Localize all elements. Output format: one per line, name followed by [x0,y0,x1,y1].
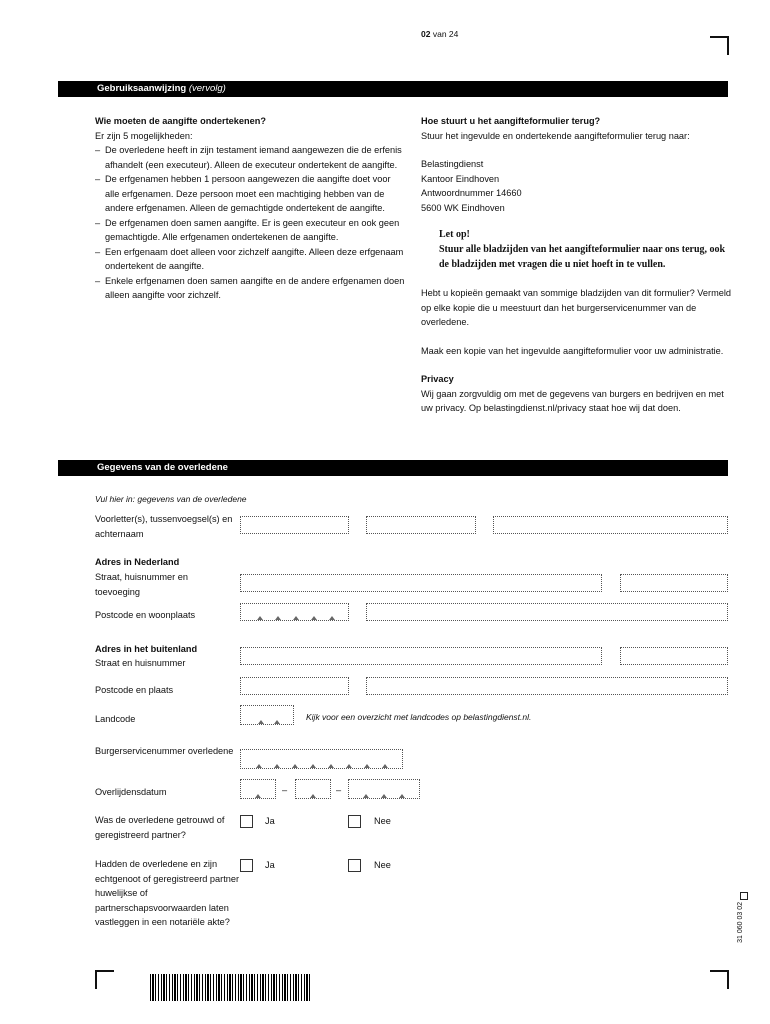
prenup-question: Hadden de overledene en zijn echtgenoot of geregistreerd partner huwelijkse of partnerschapsvoorwaarden laten vastleggen in een notariële akte? [95,859,240,927]
copy-admin-text: Maak een kopie van het ingevulde aangifteformulier voor uw administratie. [421,345,724,356]
corner-mark-bottom-left [95,970,114,989]
nl-postcode-label: Postcode en woonplaats [95,610,196,620]
abroad-housenumber-input[interactable] [620,647,728,665]
barcode [150,974,312,1001]
return-instructions [421,114,731,416]
form-instruction: Vul hier in: gegevens van de overledene [95,494,247,504]
address-line: Antwoordnummer 14660 [421,188,522,198]
name-label: Voorletter(s), tussenvoegsel(s) en achternaam [95,514,233,539]
abroad-postcode-label: Postcode en plaats [95,685,174,695]
letop-title: Let op! [439,229,470,240]
abroad-postcode-input[interactable] [240,677,349,695]
country-note: Kijk voor een overzicht met landcodes op belastingdienst.nl. [306,712,532,722]
left-heading: Wie moeten de aangifte ondertekenen? [95,116,266,126]
death-date-label: Overlijdensdatum [95,787,167,797]
married-question: Was de overledene getrouwd of geregistreerd partner? [95,815,225,840]
nl-postcode-input[interactable] [240,603,349,621]
page-number: 02 van 24 [421,29,459,39]
address-line: 5600 WK Eindhoven [421,202,505,213]
death-year-input[interactable] [348,779,420,799]
bsn-input[interactable] [240,749,403,769]
signing-instructions [95,114,407,303]
privacy-title: Privacy [421,374,454,384]
initials-input[interactable] [240,516,349,534]
country-label: Landcode [95,714,136,724]
side-marker-box [740,892,748,900]
surname-input[interactable] [493,516,728,534]
privacy-text: Wij gaan zorgvuldig om met de gegevens van burgers en bedrijven en met uw privacy. Op belastingdienst.nl/privacy staat hoe wij dat doen. [421,388,724,413]
list-item: – Een erfgenaam doet alleen voor zichzelf aangifte. Alleen deze erfgenaam ondertekent de aangifte. [95,245,407,274]
section-bar-deceased [58,460,728,476]
prenup-yes-checkbox[interactable] [240,859,253,872]
prenup-no-checkbox[interactable] [348,859,361,872]
abroad-street-label: Straat en huisnummer [95,658,186,668]
form-code: 31 060 03 02 [737,902,744,943]
list-item: – De overledene heeft in zijn testament iemand aangewezen die de erfenis afhandelt (een executeur). Alleen de executeur ondertekent de aangifte. [95,143,407,172]
list-item: – De erfgenamen doen samen aangifte. Er is geen executeur en ook geen gemachtigde. Alle erfgenamen ondertekenen de aangifte. [95,216,407,245]
country-code-input[interactable] [240,705,294,725]
section-subtitle: (vervolg) [188,83,226,94]
abroad-street-input[interactable] [240,647,602,665]
address-line: Belastingdienst [421,159,484,169]
letop-notice [421,227,731,272]
copy-text: Hebt u kopieën gemaakt van sommige bladzijden van dit formulier? Vermeld op elke kopie die u meestuurt dan het burgerservicenummer van de overledene. [421,288,731,327]
corner-mark-bottom-right [710,970,729,989]
section-title: Gegevens van de overledene [97,462,228,473]
bsn-label: Burgerservicenummer overledene [95,746,234,756]
nl-street-label: Straat, huisnummer en toevoeging [95,572,188,597]
right-heading: Hoe stuurt u het aangifteformulier terug? [421,116,601,126]
death-month-input[interactable] [295,779,331,799]
date-separator: – [282,785,288,795]
abroad-address-heading: Adres in het buitenland [95,644,198,654]
address-line: Kantoor Eindhoven [421,173,500,184]
list-item: – De erfgenamen hebben 1 persoon aangewezen die aangifte doet voor alle erfgenamen. Deze persoon moet een machtiging hebben van de andere erfgenamen. Alleen de gemachtigde ondertekent de aangifte. [95,172,407,216]
letop-text: Stuur alle bladzijden van het aangifteformulier naar ons terug, ook de bladzijden met vragen die u niet hoeft in te vullen. [439,244,726,270]
nl-housenumber-input[interactable] [620,574,728,592]
options-list [95,143,407,303]
abroad-city-input[interactable] [366,677,728,695]
section-bar-instructions [58,81,728,97]
nl-address-heading: Adres in Nederland [95,557,180,567]
married-yes-checkbox[interactable] [240,815,253,828]
date-separator: – [336,785,342,795]
left-intro: Er zijn 5 mogelijkheden: [95,130,193,141]
corner-mark-top-right [710,36,729,55]
prenup-yes-label: Ja [265,860,275,870]
prenup-no-label: Nee [374,860,391,870]
death-day-input[interactable] [240,779,276,799]
married-no-label: Nee [374,816,391,826]
list-item: – Enkele erfgenamen doen samen aangifte en de andere erfgenamen doen alleen aangifte voor zichzelf. [95,274,407,303]
nl-city-input[interactable] [366,603,728,621]
married-no-checkbox[interactable] [348,815,361,828]
prefix-input[interactable] [366,516,476,534]
married-yes-label: Ja [265,816,275,826]
nl-street-input[interactable] [240,574,602,592]
right-intro: Stuur het ingevulde en ondertekende aangifteformulier terug naar: [421,130,690,141]
section-title: Gebruiksaanwijzing [97,83,187,94]
